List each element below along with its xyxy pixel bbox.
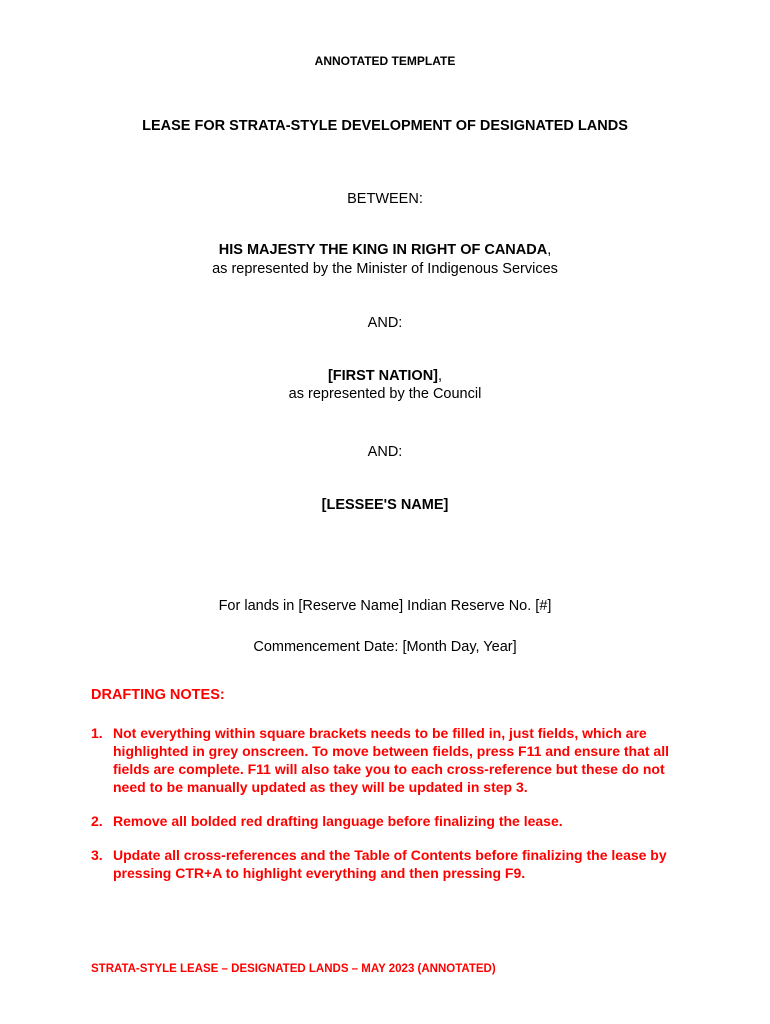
drafting-note-item: [91, 812, 671, 830]
drafting-note-text: Remove all bolded red drafting language before finalizing the lease.: [113, 813, 563, 829]
party-3-name: [LESSEE'S NAME]: [321, 497, 449, 513]
party-1-line: [0, 242, 770, 258]
drafting-note-number: 2.: [91, 813, 103, 829]
drafting-note-number: 1.: [91, 725, 103, 741]
party-2-represented: as represented by the Council: [288, 386, 482, 402]
party-1-comma: ,: [547, 242, 552, 258]
drafting-note-number: 3.: [91, 847, 103, 863]
party-2-name: [FIRST NATION]: [327, 368, 439, 384]
party-2-line: [0, 368, 770, 384]
and-label-1: AND:: [367, 315, 403, 331]
drafting-note-text: Update all cross-references and the Table of Contents before finalizing the lease by pressing CTR+A to highlight everything and then pressing F9.: [113, 847, 667, 881]
drafting-notes-heading: DRAFTING NOTES:: [91, 687, 225, 703]
between-label: BETWEEN:: [347, 191, 423, 207]
drafting-notes-list: [91, 724, 671, 898]
drafting-note-item: [91, 724, 671, 796]
commencement-date-line: Commencement Date: [Month Day, Year]: [253, 639, 517, 655]
party-1-represented: as represented by the Minister of Indigenous Services: [212, 261, 558, 277]
drafting-note-item: [91, 846, 671, 882]
party-2-comma: ,: [438, 368, 443, 384]
document-footer: STRATA-STYLE LEASE – DESIGNATED LANDS – MAY 2023 (ANNOTATED): [91, 963, 496, 975]
drafting-note-text: Not everything within square brackets needs to be filled in, just fields, which are highlighted in grey onscreen. To move between fields, press F11 and ensure that all fields are complete. F11 will also take you to each cross-reference but these do not need to be manually updated as they will be updated in step 3.: [113, 725, 669, 795]
document-title: LEASE FOR STRATA-STYLE DEVELOPMENT OF DESIGNATED LANDS: [142, 118, 628, 134]
party-1-name: HIS MAJESTY THE KING IN RIGHT OF CANADA: [218, 242, 548, 258]
and-label-2: AND:: [367, 444, 403, 460]
lands-line: For lands in [Reserve Name] Indian Reserve No. [#]: [218, 598, 552, 614]
document-header: ANNOTATED TEMPLATE: [314, 54, 456, 68]
